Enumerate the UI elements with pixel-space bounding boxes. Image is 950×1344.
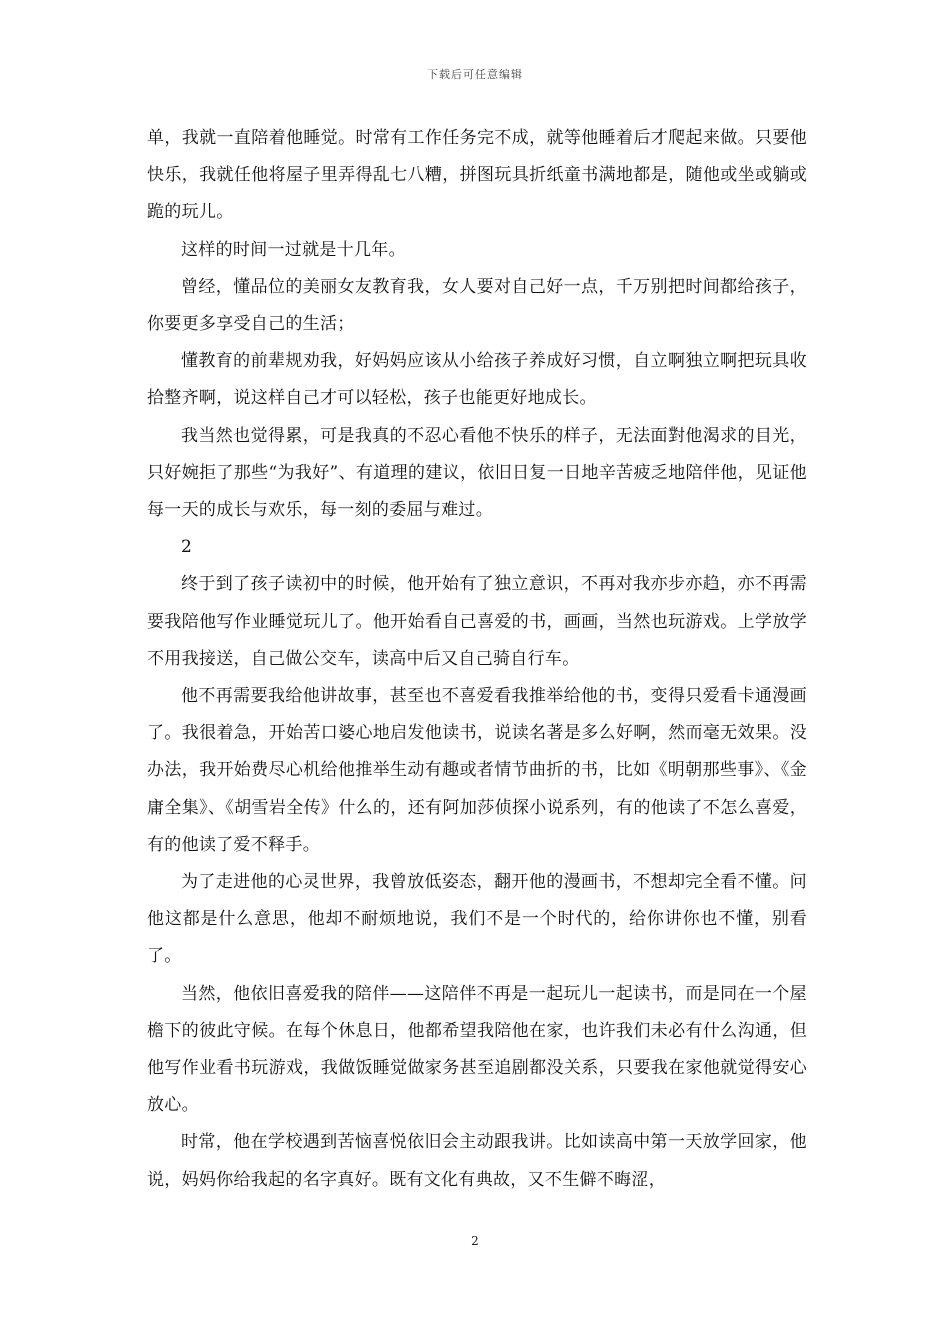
- section-number: 2: [181, 537, 193, 558]
- page-number: 2: [471, 1234, 479, 1248]
- paragraph: 懂教育的前辈规劝我，好妈妈应该从小给孩子养成好习惯，自立啊独立啊把玩具收拾整齐啊，说这样自己才可以轻松，孩子也能更好地成长。: [147, 351, 807, 409]
- paragraph: 我当然也觉得累，可是我真的不忍心看他不快乐的样子，无法面對他渴求的目光，只好婉拒了那些“为我好”、有道理的建议，依旧日复一日地辛苦疲乏地陪伴他，见证他每一天的成长与欢乐，每一刻的委屈与难过。: [147, 425, 807, 521]
- paragraph: 时常，他在学校遇到苦恼喜悦依旧会主动跟我讲。比如读高中第一天放学回家，他说，妈妈你给我起的名字真好。既有文化有典故，又不生僻不晦涩，: [147, 1132, 807, 1190]
- paragraph: 这样的时间一过就是十几年。: [181, 239, 406, 260]
- paragraph: 为了走进他的心灵世界，我曾放低姿态，翻开他的漫画书，不想却完全看不懂。问他这都是什么意思，他却不耐烦地说，我们不是一个时代的，给你讲你也不懂，别看了。: [147, 872, 807, 967]
- paragraph: 他不再需要我给他讲故事，甚至也不喜爱看我推举给他的书，变得只爱看卡通漫画了。我很着急，开始苦口婆心地启发他读书，说读名著是多么好啊，然而毫无效果。没办法，我开始费尽心机给他推举生动有趣或者情节曲折的书，比如《明朝那些事》、《金庸全集》、《胡雪岩全传》什么的，还有阿加莎侦探小说系列，有的他读了不怎么喜爱，有的他读了爱不释手。: [147, 686, 807, 855]
- paragraph: 曾经，懂品位的美丽女友教育我，女人要对自己好一点，千万别把时间都给孩子，你要更多享受自己的生活；: [147, 276, 807, 335]
- page-header: 下载后可任意编辑: [427, 68, 523, 81]
- document-body: [147, 120, 807, 1199]
- paragraph: 终于到了孩子读初中的时候，他开始有了独立意识，不再对我亦步亦趋，亦不再需要我陪他写作业睡觉玩儿了。他开始看自己喜爱的书，画画，当然也玩游戏。上学放学不用我接送，自己做公交车，读高中后又自己骑自行车。: [147, 574, 807, 669]
- paragraph: 单，我就一直陪着他睡觉。时常有工作任务完不成，就等他睡着后才爬起来做。只要他快乐，我就任他将屋子里弄得乱七八糟，拼图玩具折纸童书满地都是，随他或坐或躺或跪的玩儿。: [147, 128, 807, 223]
- paragraph: 当然，他依旧喜爱我的陪伴——这陪伴不再是一起玩儿一起读书，而是同在一个屋檐下的彼此守候。在每个休息日，他都希望我陪他在家，也许我们未必有什么沟通，但他写作业看书玩游戏，我做饭睡觉做家务甚至追剧都没关系，只要我在家他就觉得安心放心。: [147, 983, 807, 1116]
